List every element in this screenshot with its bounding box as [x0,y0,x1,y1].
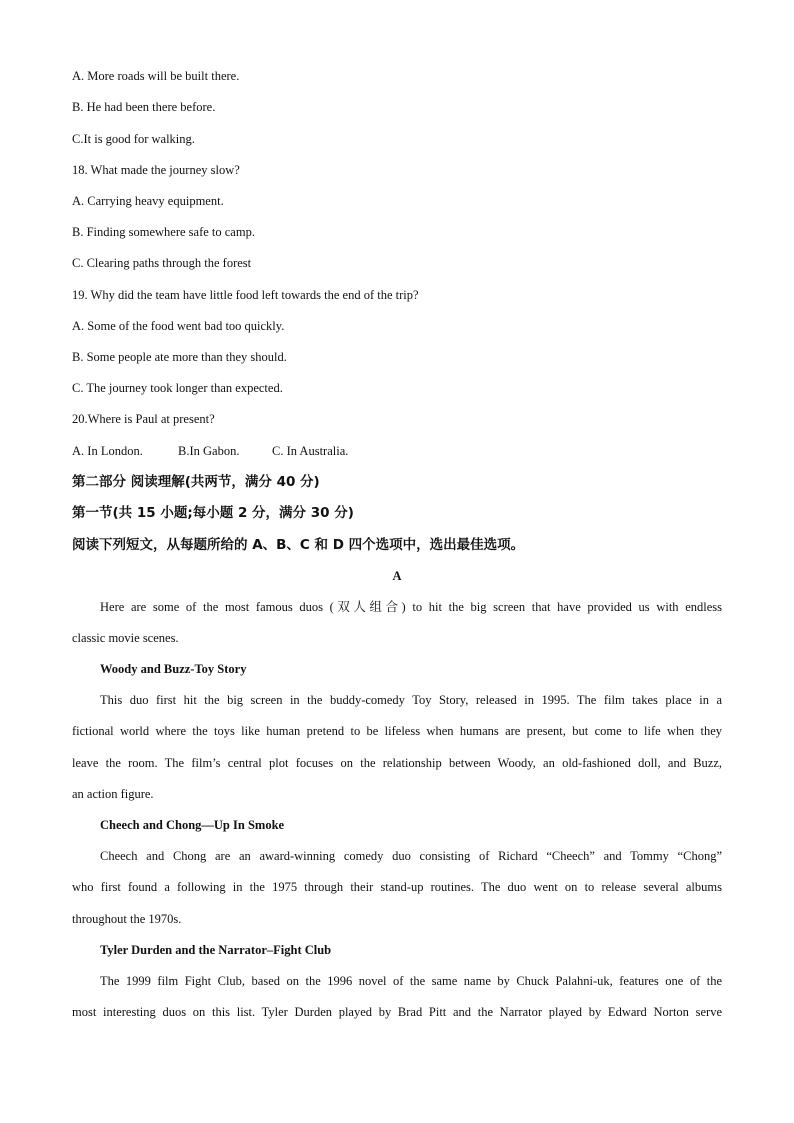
q17-option-a: A. More roads will be built there. [72,69,240,83]
q20-option-a: A. In London. [72,444,143,458]
item1-line-1: This duo first hit the big screen in the buddy-comedy Toy Story, released in 1995. The film takes place in a [100,693,722,707]
item2-heading: Cheech and Chong—Up In Smoke [100,818,285,832]
q18-option-b: B. Finding somewhere safe to camp. [72,225,255,239]
q20-options [72,443,348,459]
intro-line-1: Here are some of the most famous duos (双人组合) to hit the big screen that have provided us with endless [100,600,722,614]
item1-line-4: an action figure. [72,787,154,801]
item1-heading: Woody and Buzz-Toy Story [100,662,247,676]
reading-instruction: 阅读下列短文，从每题所给的 A、B、C 和 D 四个选项中，选出最佳选项。 [72,537,525,553]
q20-option-b: B.In Gabon. [178,444,240,458]
item2-line-2: who first found a following in the 1975 through their stand-up routines. The duo went on to release several albums [72,880,722,894]
section1-heading: 第一节(共 15 小题;每小题 2 分，满分 30 分) [72,505,354,521]
q19-option-a: A. Some of the food went bad too quickly. [72,319,285,333]
q17-option-b: B. He had been there before. [72,100,216,114]
item3-heading: Tyler Durden and the Narrator–Fight Club [100,943,332,957]
q19-option-b: B. Some people ate more than they should. [72,350,287,364]
q20-question: 20.Where is Paul at present? [72,412,215,426]
q19-option-c: C. The journey took longer than expected. [72,381,283,395]
q18-question: 18. What made the journey slow? [72,163,240,177]
q18-option-c: C. Clearing paths through the forest [72,256,252,270]
item1-line-2: fictional world where the toys like human pretend to be lifeless when humans are present, but come to life when they [72,724,722,738]
item2-line-1: Cheech and Chong are an award-winning comedy duo consisting of Richard “Cheech” and Tommy “Chong” [100,849,722,863]
passage-letter: A [392,569,402,583]
part2-heading: 第二部分 阅读理解(共两节，满分 40 分) [72,474,320,490]
item3-line-1: The 1999 film Fight Club, based on the 1996 novel of the same name by Chuck Palahni-uk, features one of the [100,974,722,988]
q19-question: 19. Why did the team have little food left towards the end of the trip? [72,288,419,302]
item3-line-2: most interesting duos on this list. Tyler Durden played by Brad Pitt and the Narrator played by Edward Norton serve [72,1005,722,1019]
item1-line-3: leave the room. The film’s central plot focuses on the relationship between Woody, an old-fashioned doll, and Buzz, [72,756,722,770]
item2-line-3: throughout the 1970s. [72,912,182,926]
q18-option-a: A. Carrying heavy equipment. [72,194,224,208]
q17-option-c: C.It is good for walking. [72,132,195,146]
intro-line-2: classic movie scenes. [72,631,179,645]
q20-option-c: C. In Australia. [272,444,349,458]
